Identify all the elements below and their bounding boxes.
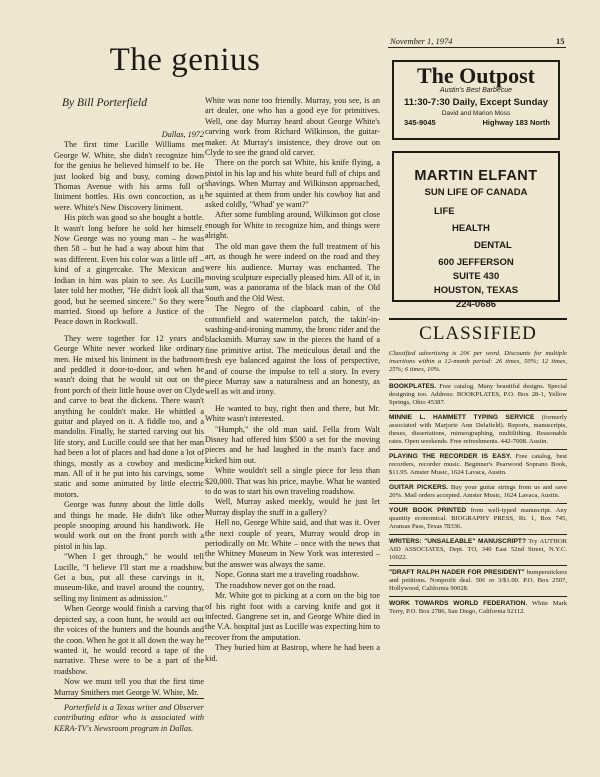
elfant-phone: 224-0686	[455, 299, 497, 310]
paragraph: They were together for 12 years and George White never worked like ordinary men. He mixed his liniment in the bathroom and peddled it door-to-door, and when he wasn't doing that he would sit out on the front porch of their little house over on Clyde and carve to beat the dickens. There wasn't anything he couldn't make. He whittled a guitar and played on it. A fiddle too, and a mandolin. Finally, he started carving out his life story, and Lucille could see that her man had been a lot of places and had done a lot of things, mostly as a cowboy and medicine man. All of it he put into his carvings, some static and some animated by little electric motors.	[54, 333, 204, 499]
elfant-name: MARTIN ELFANT	[414, 168, 538, 184]
paragraph: The old man gave them the full treatment of his art, as though he were indeed on the road and they were his audience. Murray was enchanted. The moving sculpture especially pleased him. All of it, in sum, was a panorama of the black man of the Old South and the Old West.	[205, 241, 380, 303]
article-column-1	[54, 130, 204, 734]
paragraph: There on the porch sat White, his knife flying, a pistol in his lap and his white beard full of chips and shavings. When Murray and Wilkinson approached, he squinted at them from under his cowboy hat and asked coldly, "Whad' ye want?"	[205, 158, 380, 210]
page-number: 15	[556, 36, 565, 46]
byline: By Bill Porterfield	[62, 97, 147, 109]
ad-heading: "DRAFT RALPH NADER FOR PRESIDENT"	[389, 569, 525, 576]
classified-ad	[389, 565, 567, 596]
ad-heading: GUITAR PICKERS.	[389, 484, 448, 491]
classified-ad	[389, 379, 567, 410]
ad-heading: YOUR BOOK PRINTED	[389, 507, 467, 514]
paragraph: The Negro of the clapboard cabin, of the cottonfield and watermelon patch, the takin'-in-washing-and-ironing mammy, the bronc rider and the blacksmith. Murray saw in the pieces the hand of a fine primitive artist. The meticulous detail and the fresh eye balanced against the loss of perspective, and of course the impulse to tell a story. In every piece Murray saw a naturalness and an honesty, as well as wit and irony.	[205, 304, 380, 397]
paragraph: George was funny about the little dolls and things he made. He didn't like other people snooping around his handiwork. He would work out on the front porch with a pistol in his lap.	[54, 500, 204, 551]
elfant-dental: DENTAL	[474, 240, 512, 251]
classified-ad	[389, 410, 567, 449]
outpost-contact-row	[394, 117, 558, 127]
elfant-ad	[392, 151, 560, 310]
paragraph: White was none too friendly. Murray, you see, is an art dealer, one who has a good eye for primitives. Well, one day Murray heard about George White's carving work from Richard Wilkinson, the guitar-maker. At Murray's insistence, they drove out on Clyde to see the grand old carver.	[205, 96, 380, 158]
ad-body: (formerly associated with Marjorie Ann Delafield). Reports, manuscripts, theses, dissertations, mimeographing, multilithing. Reasonable rates. Open weekends. Free refreshments. 442-7008. Austin.	[389, 414, 567, 445]
article-title: The genius	[109, 42, 261, 78]
classified-ad	[389, 480, 567, 503]
ad-heading: PLAYING THE RECORDER IS EASY.	[389, 453, 512, 460]
elfant-life: LIFE	[434, 206, 455, 217]
classified-ads	[389, 350, 567, 619]
outpost-owners: David and Marion Moss	[441, 110, 511, 117]
paragraph: Nope. Gonna start me a traveling roadshow.	[215, 570, 360, 580]
ad-body: White Mark Terry, P.O. Box 2786, San Diego, California 92112.	[389, 600, 567, 615]
ad-heading: WORK TOWARDS WORLD FEDERATION.	[389, 600, 528, 607]
paragraph: Now we must tell you that the first time Murray Smithers met George W. White, Mr.	[54, 677, 204, 697]
classified-ad	[389, 503, 567, 534]
paragraph: When George would finish a carving that depicted say, a coon hunt, he would act out the voices of the hunters and the hounds and the coon. When he got it all down the way he wanted it, he would record a tape of the narrative. These were to be a part of the roadshow.	[54, 604, 204, 676]
outpost-phone: 345-9045	[404, 118, 436, 127]
classified-ad	[389, 449, 567, 480]
elfant-health: HEALTH	[452, 223, 490, 234]
ad-body: from well-typed manuscript. Any quantity economical. BIOGRAPHY PRESS, Rt. 1, Box 745, Aransas Pass, Texas 78336.	[389, 507, 567, 530]
ad-body: Try AUTHOR AID ASSOCIATES, Dept. TO, 340 East 52nd Street, N.Y.C. 10022.	[389, 538, 568, 561]
outpost-location: Highway 183 North	[482, 118, 550, 127]
classified-heading: CLASSIFIED	[389, 318, 567, 345]
paragraph: They buried him at Bastrop, where he had been a kid.	[205, 643, 380, 663]
article-column-2	[205, 96, 380, 664]
outpost-hours: 11:30-7:30 Daily, Except Sunday	[404, 97, 548, 108]
elfant-address: 600 JEFFERSON	[438, 257, 514, 268]
paragraph: He wanted to buy, right then and there, but Mr. White wasn't interested.	[205, 403, 380, 424]
outpost-tagline: Austin's Best Barbecue	[439, 87, 513, 94]
paragraph: The roadshow never got on the road.	[215, 580, 336, 590]
paragraph: After some fumbling around, Wilkinson got close enough for White to recognize him, and things were alright.	[205, 210, 380, 241]
ad-body: Free catalog. Many beautiful designs. Special designing too. Address: BOOKPLATES, P.O. Box 28-1, Yellow Springs, Ohio 45387.	[389, 383, 567, 406]
ad-heading: MINNIE L. HAMMETT TYPING SERVICE	[389, 414, 535, 421]
classified-ad	[389, 534, 567, 565]
dateline: Dallas, 1972	[161, 130, 204, 139]
header-rule	[388, 47, 566, 48]
author-bio: Porterfield is a Texas writer and Observer contributing editor who is associated with KERA-TV's Newsroom program in Dallas.	[54, 698, 204, 734]
ad-body: bumperstickers and petitions. Nonprofit deal. 50¢ or 3/$1.00. P.O. Box 2507, Hollywood, California 90028.	[389, 569, 568, 592]
elfant-suite: SUITE 430	[452, 271, 500, 282]
classified-intro: Classified advertising is 20¢ per word. Discounts for multiple insertions within a 12-month period: 26 times, 50%; 12 times, 25%; 6 times, 10%.	[389, 350, 567, 373]
ad-body: Buy your guitar strings from us and save 20%. Mail orders accepted. Amster Music, 1624 Lavaca, Austin.	[389, 484, 567, 499]
paragraph: Hell no, George White said, and that was it. Over the next couple of years, Murray would drop in periodically on Mr. White – once with the news that the Whitney Museum in New York was interested – but the answer was always the same.	[205, 518, 380, 569]
paragraph: "When I get through," he would tell Lucille, "I believe I'll start me a roadshow. Get a bus, put all these carvings in it, museum-like, and travel around the country, selling my liniment as admission."	[54, 552, 204, 603]
paragraph: Mr. White got to picking at a corn on the big toe of his right foot with a carving knife and got it infected. Gangrene set in, and George White died in the V.A. hospital just as Lucille was expecting him to recover from the amputation.	[205, 591, 380, 642]
paragraph: The first time Lucille Williams met George W. White, she didn't recognize him for the genius he believed himself to be. He just looked big and busy, coming down Thomas Avenue with his arms full of liniment bottles. His own concoction, as it were. White's New Discovery liniment.	[54, 140, 204, 212]
ad-heading: WRITERS: "UNSALEABLE" MANUSCRIPT?	[389, 538, 526, 545]
classified-ad	[389, 596, 567, 619]
elfant-company: SUN LIFE OF CANADA	[424, 187, 528, 198]
outpost-ad	[392, 60, 560, 140]
paragraph: White wouldn't sell a single piece for less than $20,000. That was his price, maybe. What he wanted to do was to start his own traveling roadshow.	[205, 466, 380, 497]
paragraph: Well, Murray asked meekly, would he just let Murray display the stuff in a gallery?	[205, 497, 380, 517]
ad-body: Free catalog, best recorders, recorder music. Beginner's Pearwood Soprano Book, $11.95. Amster Music, 1624 Lavaca, Austin.	[389, 453, 567, 476]
outpost-name: The Outpost	[417, 63, 535, 88]
elfant-city: HOUSTON, TEXAS	[433, 285, 519, 296]
ad-heading: BOOKPLATES.	[389, 383, 437, 390]
paragraph: "Humph," the old man said. Fella from Walt Disney had offered him $500 a set for the moving pieces and he had laughed in the man's face and kicked him out.	[205, 424, 380, 465]
issue-date: November 1, 1974	[390, 36, 453, 46]
paragraph: His pitch was good so she bought a bottle. It wasn't long before he sold her himself. Now George was no young man – he was then 58 – but he had a way about him that was different. Even his color was a little off – kind of a gingercake. The Mexican and Indian in him was plain to see. As Lucille later told her mother, "He didn't look all that good, but he seemed sincere." So they were married. Stood up before a Justice of the Peace down in Rockwall.	[54, 213, 204, 327]
